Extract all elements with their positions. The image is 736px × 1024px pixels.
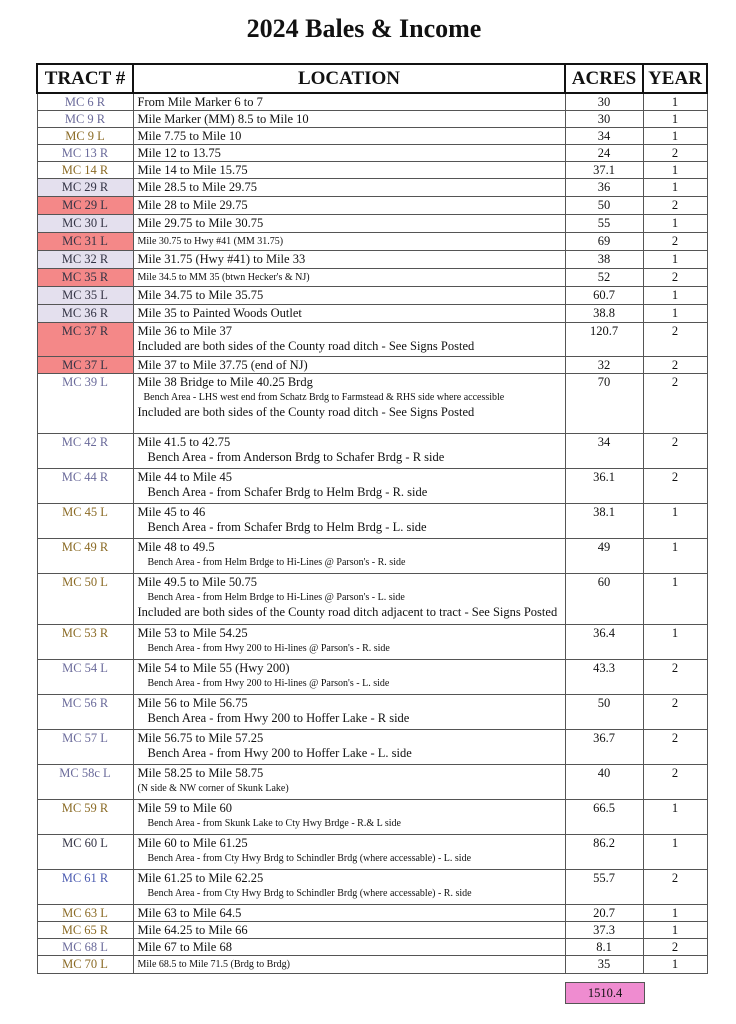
location-cell bbox=[133, 870, 565, 905]
location-note: Bench Area - from Hwy 200 to Hi-lines @ Parson's - R. side bbox=[147, 643, 390, 654]
acres-cell: 34 bbox=[565, 434, 643, 469]
table-row bbox=[37, 922, 707, 939]
location-cell bbox=[133, 179, 565, 197]
tract-cell: MC 60 L bbox=[37, 835, 133, 870]
acres-cell: 49 bbox=[565, 539, 643, 574]
year-cell: 1 bbox=[643, 111, 707, 128]
year-cell: 2 bbox=[643, 939, 707, 956]
location-cell bbox=[133, 305, 565, 323]
location-cell bbox=[133, 128, 565, 145]
table-row bbox=[37, 660, 707, 695]
tract-cell: MC 13 R bbox=[37, 145, 133, 162]
location-note: Bench Area - from Schafer Brdg to Helm Brdg - L. side bbox=[147, 520, 427, 534]
table-row bbox=[37, 251, 707, 269]
location-cell bbox=[133, 162, 565, 179]
tract-cell: MC 29 L bbox=[37, 197, 133, 215]
tract-cell: MC 6 R bbox=[37, 93, 133, 111]
acres-cell: 38.1 bbox=[565, 504, 643, 539]
table-row bbox=[37, 504, 707, 539]
year-cell: 2 bbox=[643, 870, 707, 905]
year-cell: 2 bbox=[643, 269, 707, 287]
location-line: Mile 37 to Mile 37.75 (end of NJ) bbox=[137, 358, 308, 372]
location-line: Mile 12 to 13.75 bbox=[137, 146, 221, 160]
year-cell: 1 bbox=[643, 179, 707, 197]
location-cell bbox=[133, 539, 565, 574]
acres-cell: 69 bbox=[565, 233, 643, 251]
table-row bbox=[37, 625, 707, 660]
year-cell: 1 bbox=[643, 215, 707, 233]
acres-cell: 60.7 bbox=[565, 287, 643, 305]
location-cell bbox=[133, 956, 565, 974]
acres-cell: 86.2 bbox=[565, 835, 643, 870]
year-cell: 1 bbox=[643, 574, 707, 625]
location-cell bbox=[133, 233, 565, 251]
acres-cell: 70 bbox=[565, 374, 643, 434]
location-line: Mile 30.75 to Hwy #41 (MM 31.75) bbox=[137, 236, 284, 247]
location-cell bbox=[133, 765, 565, 800]
location-cell bbox=[133, 939, 565, 956]
location-line: Mile 38 Bridge to Mile 40.25 Brdg bbox=[137, 375, 313, 389]
year-cell: 1 bbox=[643, 835, 707, 870]
location-note: Included are both sides of the County road ditch adjacent to tract - See Signs Posted bbox=[137, 605, 558, 619]
location-line: Mile 59 to Mile 60 bbox=[137, 801, 232, 815]
table-row bbox=[37, 956, 707, 974]
location-line: Mile 14 to Mile 15.75 bbox=[137, 163, 248, 177]
location-cell bbox=[133, 835, 565, 870]
table-row bbox=[37, 93, 707, 111]
tract-cell: MC 35 R bbox=[37, 269, 133, 287]
year-cell: 1 bbox=[643, 93, 707, 111]
acres-cell: 60 bbox=[565, 574, 643, 625]
year-cell: 1 bbox=[643, 539, 707, 574]
year-cell: 2 bbox=[643, 695, 707, 730]
year-cell: 1 bbox=[643, 905, 707, 922]
table-row bbox=[37, 434, 707, 469]
acres-cell: 36.4 bbox=[565, 625, 643, 660]
tract-cell: MC 68 L bbox=[37, 939, 133, 956]
tract-cell: MC 42 R bbox=[37, 434, 133, 469]
table-row bbox=[37, 800, 707, 835]
year-cell: 2 bbox=[643, 323, 707, 357]
year-cell: 2 bbox=[643, 730, 707, 765]
location-line: Mile 67 to Mile 68 bbox=[137, 940, 232, 954]
acres-cell: 55 bbox=[565, 215, 643, 233]
location-cell bbox=[133, 93, 565, 111]
location-note: Bench Area - from Cty Hwy Brdg to Schindler Brdg (where accessable) - R. side bbox=[147, 888, 472, 899]
location-line: Mile 68.5 to Mile 71.5 (Brdg to Brdg) bbox=[137, 959, 290, 970]
acres-cell: 52 bbox=[565, 269, 643, 287]
year-cell: 2 bbox=[643, 145, 707, 162]
acres-cell: 30 bbox=[565, 111, 643, 128]
acres-cell: 34 bbox=[565, 128, 643, 145]
table-row bbox=[37, 905, 707, 922]
tract-cell: MC 54 L bbox=[37, 660, 133, 695]
location-note: (N side & NW corner of Skunk Lake) bbox=[137, 783, 289, 794]
acres-cell: 55.7 bbox=[565, 870, 643, 905]
location-line: Mile 34.5 to MM 35 (btwn Hecker's & NJ) bbox=[137, 272, 310, 283]
year-cell: 2 bbox=[643, 233, 707, 251]
table-row bbox=[37, 215, 707, 233]
location-cell bbox=[133, 269, 565, 287]
acres-cell: 30 bbox=[565, 93, 643, 111]
acres-cell: 36.1 bbox=[565, 469, 643, 504]
location-note: Bench Area - from Anderson Brdg to Schafer Brdg - R side bbox=[147, 450, 445, 464]
year-cell: 2 bbox=[643, 357, 707, 374]
location-cell bbox=[133, 695, 565, 730]
tract-cell: MC 9 R bbox=[37, 111, 133, 128]
year-cell: 1 bbox=[643, 625, 707, 660]
tract-cell: MC 63 L bbox=[37, 905, 133, 922]
tract-cell: MC 50 L bbox=[37, 574, 133, 625]
table-row bbox=[37, 287, 707, 305]
location-cell bbox=[133, 374, 565, 434]
location-cell bbox=[133, 660, 565, 695]
year-cell: 1 bbox=[643, 922, 707, 939]
location-line: Mile 31.75 (Hwy #41) to Mile 33 bbox=[137, 252, 306, 266]
tract-cell: MC 65 R bbox=[37, 922, 133, 939]
table-row bbox=[37, 469, 707, 504]
year-cell: 1 bbox=[643, 287, 707, 305]
year-cell: 1 bbox=[643, 128, 707, 145]
table-row bbox=[37, 695, 707, 730]
table-row bbox=[37, 145, 707, 162]
table-row bbox=[37, 233, 707, 251]
tract-cell: MC 37 L bbox=[37, 357, 133, 374]
page-title: 2024 Bales & Income bbox=[246, 14, 482, 43]
location-line: Mile 49.5 to Mile 50.75 bbox=[137, 575, 257, 589]
acres-cell: 36.7 bbox=[565, 730, 643, 765]
year-cell: 2 bbox=[643, 765, 707, 800]
location-line: Mile 58.25 to Mile 58.75 bbox=[137, 766, 264, 780]
location-line: Mile 64.25 to Mile 66 bbox=[137, 923, 248, 937]
table-row bbox=[37, 835, 707, 870]
tract-cell: MC 32 R bbox=[37, 251, 133, 269]
location-cell bbox=[133, 625, 565, 660]
location-note: Bench Area - from Cty Hwy Brdg to Schindler Brdg (where accessable) - L. side bbox=[147, 853, 472, 864]
year-cell: 2 bbox=[643, 374, 707, 434]
acres-cell: 50 bbox=[565, 197, 643, 215]
year-cell: 2 bbox=[643, 660, 707, 695]
table-row bbox=[37, 323, 707, 357]
tract-cell: MC 45 L bbox=[37, 504, 133, 539]
location-cell bbox=[133, 287, 565, 305]
table-row bbox=[37, 539, 707, 574]
location-cell bbox=[133, 215, 565, 233]
acres-cell: 8.1 bbox=[565, 939, 643, 956]
location-cell bbox=[133, 922, 565, 939]
tract-cell: MC 59 R bbox=[37, 800, 133, 835]
acres-cell: 50 bbox=[565, 695, 643, 730]
table-row bbox=[37, 939, 707, 956]
location-cell bbox=[133, 251, 565, 269]
year-cell: 2 bbox=[643, 434, 707, 469]
location-note: Bench Area - from Skunk Lake to Cty Hwy Brdge - R.& L side bbox=[147, 818, 401, 829]
location-line: Mile 56 to Mile 56.75 bbox=[137, 696, 248, 710]
location-line: Mile 44 to Mile 45 bbox=[137, 470, 232, 484]
location-note: Bench Area - LHS west end from Schatz Brdg to Farmstead & RHS side where accessible bbox=[143, 392, 505, 403]
table-row bbox=[37, 128, 707, 145]
location-cell bbox=[133, 574, 565, 625]
table-header-row bbox=[37, 64, 707, 93]
location-note: Bench Area - from Hwy 200 to Hoffer Lake - R side bbox=[147, 711, 410, 725]
location-line: Mile 41.5 to 42.75 bbox=[137, 435, 231, 449]
location-line: Mile 48 to 49.5 bbox=[137, 540, 215, 554]
location-note: Bench Area - from Hwy 200 to Hi-lines @ Parson's - L. side bbox=[147, 678, 390, 689]
table-row bbox=[37, 111, 707, 128]
table-row bbox=[37, 574, 707, 625]
acres-cell: 40 bbox=[565, 765, 643, 800]
location-cell bbox=[133, 434, 565, 469]
location-cell bbox=[133, 357, 565, 374]
header-acres: ACRES bbox=[565, 64, 643, 93]
table-row bbox=[37, 179, 707, 197]
location-note: Bench Area - from Hwy 200 to Hoffer Lake - L. side bbox=[147, 746, 412, 760]
year-cell: 1 bbox=[643, 504, 707, 539]
location-line: Mile 63 to Mile 64.5 bbox=[137, 906, 242, 920]
location-line: Mile 35 to Painted Woods Outlet bbox=[137, 306, 302, 320]
location-line: Mile 29.75 to Mile 30.75 bbox=[137, 216, 264, 230]
tract-cell: MC 39 L bbox=[37, 374, 133, 434]
acres-cell: 36 bbox=[565, 179, 643, 197]
table-row bbox=[37, 162, 707, 179]
table-row bbox=[37, 730, 707, 765]
tract-cell: MC 53 R bbox=[37, 625, 133, 660]
location-cell bbox=[133, 504, 565, 539]
acres-cell: 38 bbox=[565, 251, 643, 269]
header-year: YEAR bbox=[643, 64, 707, 93]
tract-cell: MC 44 R bbox=[37, 469, 133, 504]
acres-cell: 24 bbox=[565, 145, 643, 162]
location-line: Mile 61.25 to Mile 62.25 bbox=[137, 871, 264, 885]
location-note: Bench Area - from Schafer Brdg to Helm Brdg - R. side bbox=[147, 485, 428, 499]
location-line: Mile 54 to Mile 55 (Hwy 200) bbox=[137, 661, 290, 675]
header-location: LOCATION bbox=[133, 64, 565, 93]
location-cell bbox=[133, 323, 565, 357]
location-line: Mile 28.5 to Mile 29.75 bbox=[137, 180, 257, 194]
tract-cell: MC 14 R bbox=[37, 162, 133, 179]
tract-cell: MC 58c L bbox=[37, 765, 133, 800]
tract-cell: MC 35 L bbox=[37, 287, 133, 305]
table-row bbox=[37, 305, 707, 323]
location-cell bbox=[133, 730, 565, 765]
tract-cell: MC 56 R bbox=[37, 695, 133, 730]
tract-cell: MC 29 R bbox=[37, 179, 133, 197]
location-line: Mile Marker (MM) 8.5 to Mile 10 bbox=[137, 112, 309, 126]
year-cell: 2 bbox=[643, 197, 707, 215]
table-row bbox=[37, 765, 707, 800]
location-note: Bench Area - from Helm Brdge to Hi-Lines @ Parson's - L. side bbox=[147, 592, 405, 603]
location-note: Bench Area - from Helm Brdge to Hi-Lines @ Parson's - R. side bbox=[147, 557, 406, 568]
location-line: Mile 7.75 to Mile 10 bbox=[137, 129, 242, 143]
acres-cell: 32 bbox=[565, 357, 643, 374]
acres-cell: 120.7 bbox=[565, 323, 643, 357]
header-tract: TRACT # bbox=[37, 64, 133, 93]
acres-cell: 37.3 bbox=[565, 922, 643, 939]
location-line: Mile 60 to Mile 61.25 bbox=[137, 836, 248, 850]
total-acres: 1510.4 bbox=[565, 982, 645, 1004]
bales-income-table bbox=[36, 63, 708, 974]
location-line: Mile 36 to Mile 37 bbox=[137, 324, 232, 338]
tract-cell: MC 49 R bbox=[37, 539, 133, 574]
tract-cell: MC 61 R bbox=[37, 870, 133, 905]
location-note: Included are both sides of the County road ditch - See Signs Posted bbox=[137, 405, 475, 419]
table-row bbox=[37, 357, 707, 374]
location-cell bbox=[133, 111, 565, 128]
table-row bbox=[37, 197, 707, 215]
tract-cell: MC 30 L bbox=[37, 215, 133, 233]
location-cell bbox=[133, 197, 565, 215]
tract-cell: MC 36 R bbox=[37, 305, 133, 323]
acres-cell: 43.3 bbox=[565, 660, 643, 695]
tract-cell: MC 70 L bbox=[37, 956, 133, 974]
location-line: Mile 34.75 to Mile 35.75 bbox=[137, 288, 264, 302]
year-cell: 1 bbox=[643, 305, 707, 323]
tract-cell: MC 57 L bbox=[37, 730, 133, 765]
tract-cell: MC 31 L bbox=[37, 233, 133, 251]
location-line: Mile 28 to Mile 29.75 bbox=[137, 198, 248, 212]
location-cell bbox=[133, 145, 565, 162]
acres-cell: 35 bbox=[565, 956, 643, 974]
location-note: Included are both sides of the County road ditch - See Signs Posted bbox=[137, 339, 475, 353]
location-line: Mile 56.75 to Mile 57.25 bbox=[137, 731, 264, 745]
year-cell: 1 bbox=[643, 162, 707, 179]
location-line: Mile 53 to Mile 54.25 bbox=[137, 626, 248, 640]
location-cell bbox=[133, 800, 565, 835]
acres-cell: 37.1 bbox=[565, 162, 643, 179]
table-row bbox=[37, 374, 707, 434]
year-cell: 2 bbox=[643, 469, 707, 504]
location-cell bbox=[133, 469, 565, 504]
tract-cell: MC 37 R bbox=[37, 323, 133, 357]
year-cell: 1 bbox=[643, 956, 707, 974]
table-row bbox=[37, 269, 707, 287]
acres-cell: 38.8 bbox=[565, 305, 643, 323]
acres-cell: 20.7 bbox=[565, 905, 643, 922]
year-cell: 1 bbox=[643, 251, 707, 269]
location-line: From Mile Marker 6 to 7 bbox=[137, 95, 263, 109]
table-row bbox=[37, 870, 707, 905]
year-cell: 1 bbox=[643, 800, 707, 835]
location-cell bbox=[133, 905, 565, 922]
acres-cell: 66.5 bbox=[565, 800, 643, 835]
tract-cell: MC 9 L bbox=[37, 128, 133, 145]
location-line: Mile 45 to 46 bbox=[137, 505, 206, 519]
